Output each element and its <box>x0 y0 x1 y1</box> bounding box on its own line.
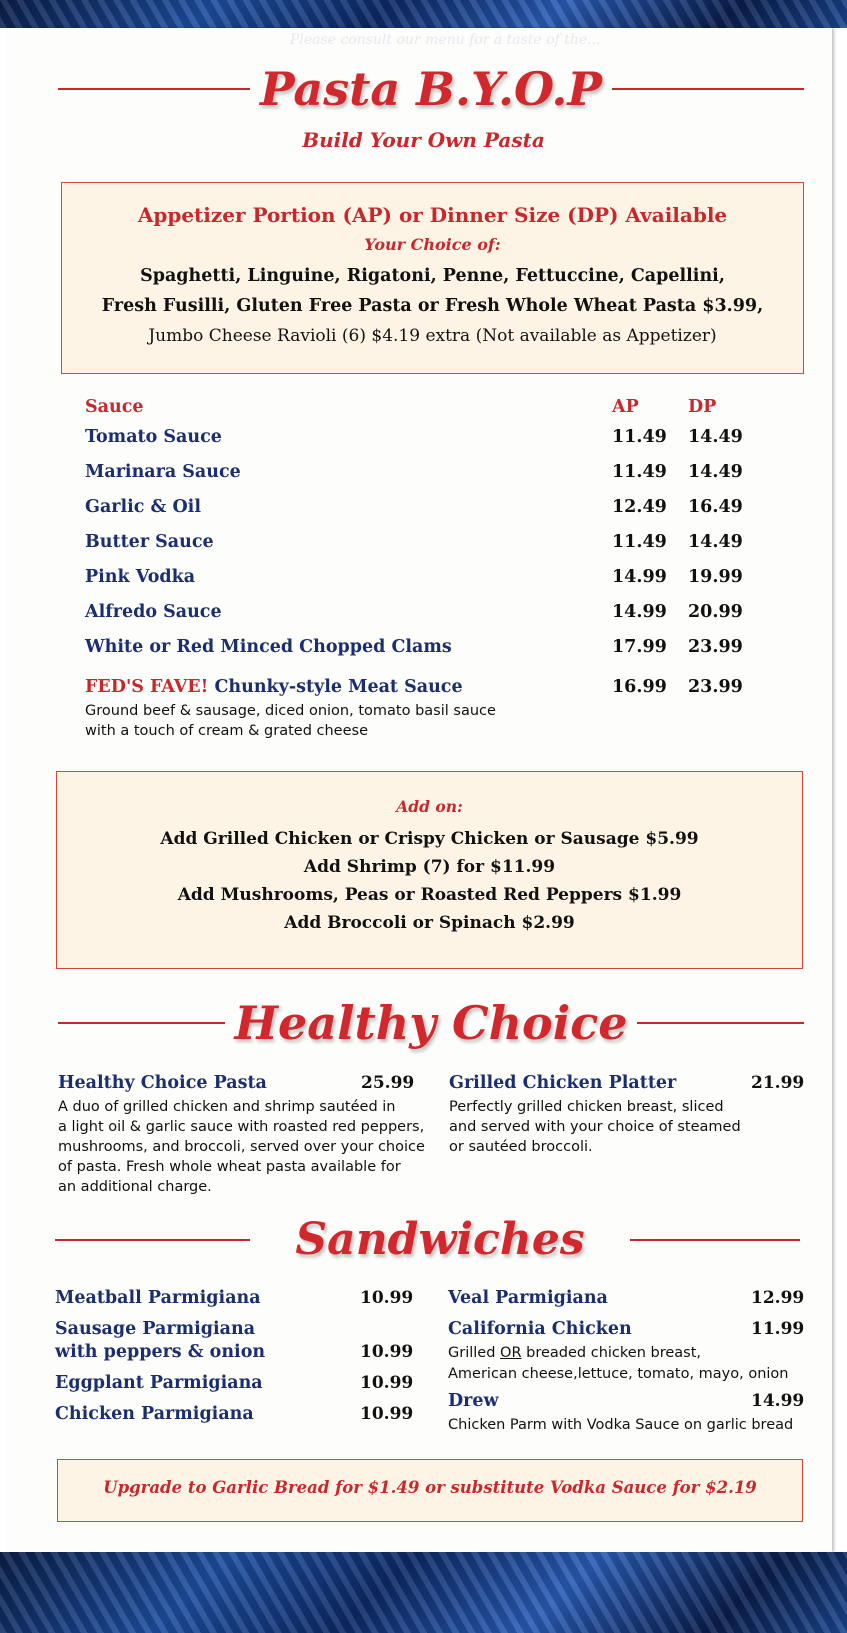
sausage-parmigiana-name: Sausage Parmigiana <box>55 1319 256 1339</box>
veal-parmigiana-name: Veal Parmigiana <box>448 1288 608 1308</box>
sauce-name: White or Red Minced Chopped Clams <box>85 637 452 657</box>
desc-line: and served with your choice of steamed <box>449 1119 741 1135</box>
sauce-dp-price: 23.99 <box>688 637 743 657</box>
desc-text: breaded chicken breast, <box>521 1345 701 1361</box>
sauce-name: Butter Sauce <box>85 532 214 552</box>
healthy-choice-pasta-desc <box>58 1097 425 1197</box>
feds-fave-title <box>85 677 463 697</box>
grilled-chicken-platter-name: Grilled Chicken Platter <box>449 1073 677 1093</box>
add-on-item: Add Grilled Chicken or Crispy Chicken or Sausage $5.99 <box>160 829 699 849</box>
veal-parmigiana-price: 12.99 <box>751 1288 805 1308</box>
sauce-name: Garlic & Oil <box>85 497 201 517</box>
california-chicken-desc-line-1 <box>448 1343 701 1363</box>
grilled-chicken-platter-desc <box>449 1097 741 1157</box>
add-on-item: Add Mushrooms, Peas or Roasted Red Peppers $1.99 <box>177 885 682 905</box>
chicken-parmigiana-price: 10.99 <box>360 1404 414 1424</box>
sauce-dp-price: 14.49 <box>688 532 743 552</box>
sauce-dp-price: 20.99 <box>688 602 743 622</box>
heading-rule-left <box>58 1022 225 1024</box>
california-chicken-desc-line-2: American cheese,lettuce, tomato, mayo, onion <box>448 1366 789 1382</box>
sauce-ap-price: 14.99 <box>612 567 667 587</box>
feds-fave-name: Chunky-style Meat Sauce <box>214 677 463 697</box>
sandwiches-heading <box>55 1214 800 1265</box>
bottom-texture-band <box>0 1552 847 1633</box>
desc-line: A duo of grilled chicken and shrimp sautéed in <box>58 1099 396 1115</box>
sandwiches-title: Sandwiches <box>295 1214 585 1265</box>
eggplant-parmigiana-name: Eggplant Parmigiana <box>55 1373 263 1393</box>
sausage-parmigiana-price: 10.99 <box>360 1342 414 1362</box>
healthy-choice-title: Healthy Choice <box>234 996 628 1050</box>
desc-line: an additional charge. <box>58 1179 212 1195</box>
sauce-name: Alfredo Sauce <box>85 602 222 622</box>
meatball-parmigiana-name: Meatball Parmigiana <box>55 1288 261 1308</box>
sausage-parmigiana-name-line-2: with peppers & onion <box>55 1342 266 1362</box>
faint-header-text: Please consult our menu for a taste of the... <box>290 32 601 48</box>
upgrade-text: Upgrade to Garlic Bread for $1.49 or substitute Vodka Sauce for $2.19 <box>103 1478 757 1497</box>
sauce-ap-price: 11.49 <box>612 427 667 447</box>
feds-fave-dp-price: 23.99 <box>688 677 743 697</box>
choice-label: Your Choice of: <box>364 235 501 254</box>
heading-rule-right <box>630 1239 800 1241</box>
add-on-item: Add Broccoli or Spinach $2.99 <box>284 913 575 933</box>
feds-fave-desc-line-2: with a touch of cream & grated cheese <box>85 723 368 739</box>
pasta-title: Pasta B.Y.O.P <box>260 62 602 116</box>
upgrade-box <box>57 1459 803 1522</box>
pasta-choices-line-2: Fresh Fusilli, Gluten Free Pasta or Fresh Whole Wheat Pasta $3.99, <box>101 296 764 316</box>
healthy-choice-pasta-price: 25.99 <box>361 1073 415 1093</box>
california-chicken-price: 11.99 <box>751 1319 805 1339</box>
pasta-choices-line-1: Spaghetti, Linguine, Rigatoni, Penne, Fettuccine, Capellini, <box>140 266 725 286</box>
heading-rule-right <box>612 88 804 90</box>
drew-price: 14.99 <box>751 1391 805 1411</box>
sauce-ap-price: 14.99 <box>612 602 667 622</box>
pasta-heading <box>58 62 804 116</box>
healthy-choice-pasta-name: Healthy Choice Pasta <box>58 1073 267 1093</box>
sauce-name: Tomato Sauce <box>85 427 222 447</box>
sauce-ap-price: 11.49 <box>612 462 667 482</box>
sauce-ap-price: 11.49 <box>612 532 667 552</box>
meatball-parmigiana-price: 10.99 <box>360 1288 414 1308</box>
healthy-choice-heading <box>58 996 804 1050</box>
portion-heading: Appetizer Portion (AP) or Dinner Size (DP) Available <box>137 203 728 227</box>
ap-column-header: AP <box>612 397 639 417</box>
add-on-heading: Add on: <box>396 797 463 816</box>
pasta-choices-line-3: Jumbo Cheese Ravioli (6) $4.19 extra (Not available as Appetizer) <box>148 326 717 346</box>
desc-line: mushrooms, and broccoli, served over your choice <box>58 1139 425 1155</box>
sauce-dp-price: 14.49 <box>688 427 743 447</box>
grilled-chicken-platter-price: 21.99 <box>751 1073 805 1093</box>
desc-line: Perfectly grilled chicken breast, sliced <box>449 1099 724 1115</box>
sauce-name: Pink Vodka <box>85 567 196 587</box>
feds-fave-ap-price: 16.99 <box>612 677 667 697</box>
eggplant-parmigiana-price: 10.99 <box>360 1373 414 1393</box>
feds-fave-label: FED'S FAVE! <box>85 677 209 697</box>
dp-column-header: DP <box>688 397 717 417</box>
heading-rule-right <box>637 1022 804 1024</box>
desc-or-underlined: OR <box>500 1345 522 1361</box>
sauce-name: Marinara Sauce <box>85 462 241 482</box>
desc-text: Grilled <box>448 1345 501 1361</box>
top-texture-band <box>0 0 847 28</box>
sauce-column-header: Sauce <box>85 397 144 417</box>
desc-line: or sautéed broccoli. <box>449 1139 593 1155</box>
chicken-parmigiana-name: Chicken Parmigiana <box>55 1404 254 1424</box>
drew-desc: Chicken Parm with Vodka Sauce on garlic bread <box>448 1417 794 1433</box>
add-on-box <box>56 771 803 969</box>
desc-line: of pasta. Fresh whole wheat pasta available for <box>58 1159 401 1175</box>
feds-fave-desc-line-1: Ground beef & sausage, diced onion, tomato basil sauce <box>85 703 496 719</box>
drew-name: Drew <box>448 1391 499 1411</box>
california-chicken-name: California Chicken <box>448 1319 632 1339</box>
heading-rule-left <box>58 88 250 90</box>
sauce-ap-price: 17.99 <box>612 637 667 657</box>
heading-rule-left <box>55 1239 250 1241</box>
sauce-dp-price: 19.99 <box>688 567 743 587</box>
portion-info-box <box>61 182 804 374</box>
pasta-subtitle: Build Your Own Pasta <box>302 128 545 152</box>
sauce-ap-price: 12.49 <box>612 497 667 517</box>
sauce-dp-price: 14.49 <box>688 462 743 482</box>
sauce-dp-price: 16.49 <box>688 497 743 517</box>
desc-line: a light oil & garlic sauce with roasted red peppers, <box>58 1119 425 1135</box>
add-on-item: Add Shrimp (7) for $11.99 <box>303 857 556 877</box>
